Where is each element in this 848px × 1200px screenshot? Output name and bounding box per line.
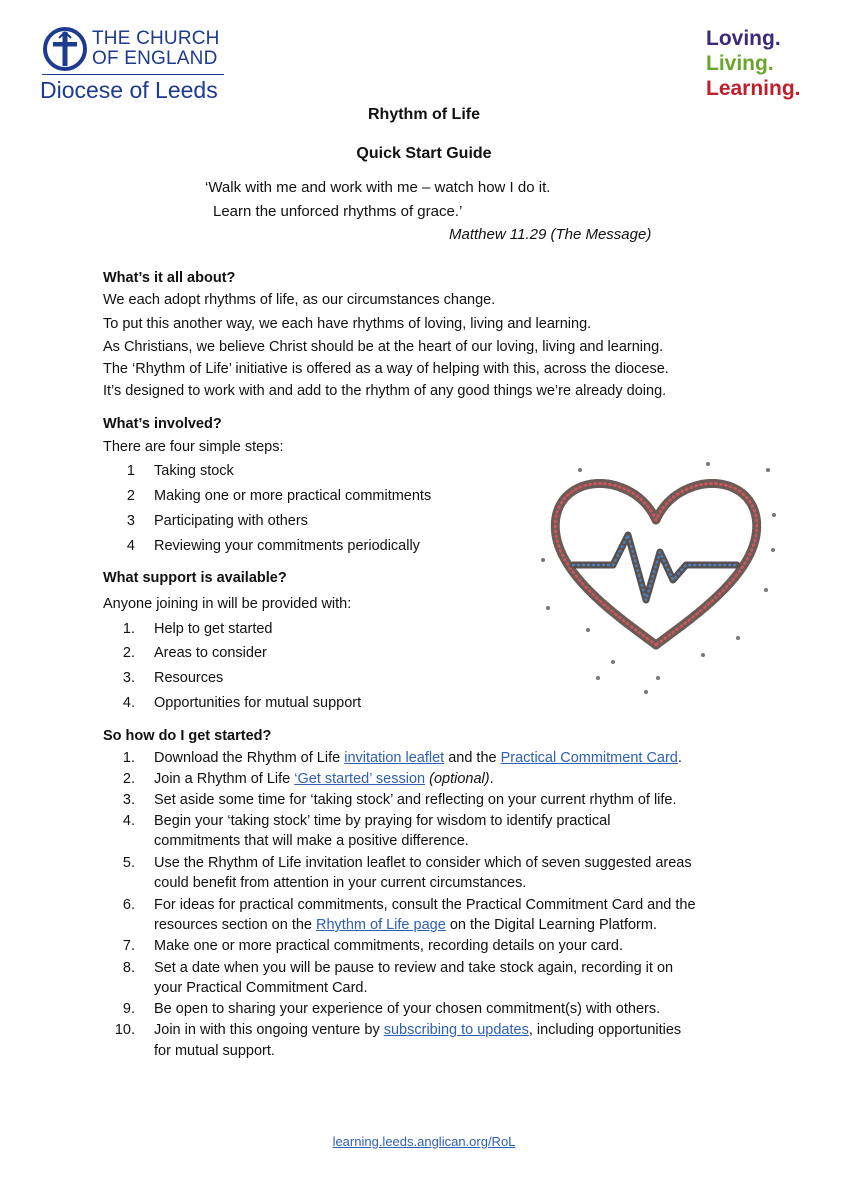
org-name-line1: THE CHURCH [92, 28, 220, 49]
list-number: 9. [122, 1001, 135, 1017]
tagline-learning: Learning. [706, 77, 801, 100]
list-text [154, 771, 494, 787]
quote-line-2: Learn the unforced rhythms of grace.’ [213, 203, 463, 220]
section-heading-support: What support is available? [103, 570, 287, 586]
list-text [154, 1022, 681, 1038]
list-text: Help to get started [154, 621, 273, 637]
cross-emblem-icon [42, 26, 88, 72]
list-text: Areas to consider [154, 645, 267, 661]
tagline-loving: Loving. [706, 27, 781, 50]
church-of-england-logo [40, 24, 230, 102]
page-subtitle: Quick Start Guide [356, 145, 492, 162]
list-number: 10. [114, 1022, 135, 1038]
text-span: on the Digital Learning Platform. [445, 917, 657, 933]
list-number: 2. [122, 771, 135, 787]
list-text: your Practical Commitment Card. [154, 980, 368, 996]
list-number: 5. [122, 855, 135, 871]
quote-source: Matthew 11.29 (The Message) [449, 226, 652, 243]
list-number: 4. [122, 695, 135, 711]
about-line: It’s designed to work with and add to the rhythm of any good things we’re already doing. [103, 383, 667, 399]
list-text: commitments that will make a positive difference. [154, 833, 469, 849]
about-line: To put this another way, we each have rhythms of loving, living and learning. [103, 316, 592, 332]
section-heading-about: What’s it all about? [103, 270, 236, 286]
list-text [154, 750, 682, 766]
quote-line-1: ‘Walk with me and work with me – watch how I do it. [205, 179, 551, 196]
list-text: Participating with others [154, 513, 308, 529]
list-text: Taking stock [154, 463, 234, 479]
list-number: 4 [126, 538, 135, 554]
list-text: Be open to sharing your experience of your chosen commitment(s) with others. [154, 1001, 661, 1017]
list-number: 7. [122, 938, 135, 954]
support-intro: Anyone joining in will be provided with: [103, 596, 352, 612]
list-text: For ideas for practical commitments, consult the Practical Commitment Card and the [154, 897, 696, 913]
list-text: Make one or more practical commitments, recording details on your card. [154, 938, 624, 954]
list-text: Begin your ‘taking stock’ time by praying for wisdom to identify practical [154, 813, 611, 829]
list-number: 2. [122, 645, 135, 661]
list-text: Reviewing your commitments periodically [154, 538, 420, 554]
list-number: 1. [122, 750, 135, 766]
subscribing-to-updates-link[interactable]: subscribing to updates [383, 1022, 529, 1038]
rhythm-of-life-page-link[interactable]: Rhythm of Life page [316, 917, 446, 933]
practical-commitment-card-link[interactable]: Practical Commitment Card [500, 750, 678, 766]
get-started-session-link[interactable]: ‘Get started’ session [294, 771, 426, 787]
list-number: 3 [126, 513, 135, 529]
list-number: 3. [122, 792, 135, 808]
text-span: Download the Rhythm of Life [154, 750, 345, 766]
about-line: We each adopt rhythms of life, as our circumstances change. [103, 292, 496, 308]
section-heading-get-started: So how do I get started? [103, 728, 272, 744]
heart-of-people-image [528, 440, 784, 696]
list-text: Set aside some time for ‘taking stock’ and reflecting on your current rhythm of life. [154, 792, 677, 808]
tagline-living: Living. [706, 52, 774, 75]
text-span: . [489, 771, 494, 787]
optional-note: (optional) [429, 771, 490, 787]
list-number: 6. [122, 897, 135, 913]
footer [0, 1134, 848, 1149]
invitation-leaflet-link[interactable]: invitation leaflet [344, 750, 445, 766]
list-number: 1. [122, 621, 135, 637]
text-span: resources section on the [154, 917, 317, 933]
list-text: Set a date when you will be pause to review and take stock again, recording it on [154, 960, 674, 976]
list-number: 3. [122, 670, 135, 686]
list-number: 4. [122, 813, 135, 829]
page-title: Rhythm of Life [368, 106, 480, 123]
text-span: and the [444, 750, 501, 766]
section-heading-involved: What’s involved? [103, 416, 222, 432]
list-text [154, 917, 657, 933]
logo-divider [42, 74, 224, 75]
text-span: Join in with this ongoing venture by [154, 1022, 384, 1038]
text-span: Join a Rhythm of Life [154, 771, 295, 787]
list-number: 2 [126, 488, 135, 504]
list-text: for mutual support. [154, 1043, 275, 1059]
about-line: The ‘Rhythm of Life’ initiative is offered as a way of helping with this, across the diocese. [103, 361, 669, 377]
involved-intro: There are four simple steps: [103, 439, 284, 455]
tagline-logo [706, 26, 801, 101]
diocese-name: Diocese of Leeds [40, 77, 218, 103]
about-line: As Christians, we believe Christ should be at the heart of our loving, living and learning. [103, 339, 664, 355]
list-number: 1 [126, 463, 135, 479]
org-name-line2: OF ENGLAND [92, 48, 218, 69]
list-text: Use the Rhythm of Life invitation leaflet to consider which of seven suggested areas [154, 855, 692, 871]
list-text: Resources [154, 670, 224, 686]
text-span: . [677, 750, 682, 766]
list-text: could benefit from attention in your current circumstances. [154, 875, 527, 891]
footer-url-link[interactable]: learning.leeds.anglican.org/RoL [332, 1134, 516, 1149]
text-span: , including opportunities [528, 1022, 682, 1038]
list-text: Opportunities for mutual support [154, 695, 362, 711]
list-text: Making one or more practical commitments [154, 488, 432, 504]
list-number: 8. [122, 960, 135, 976]
